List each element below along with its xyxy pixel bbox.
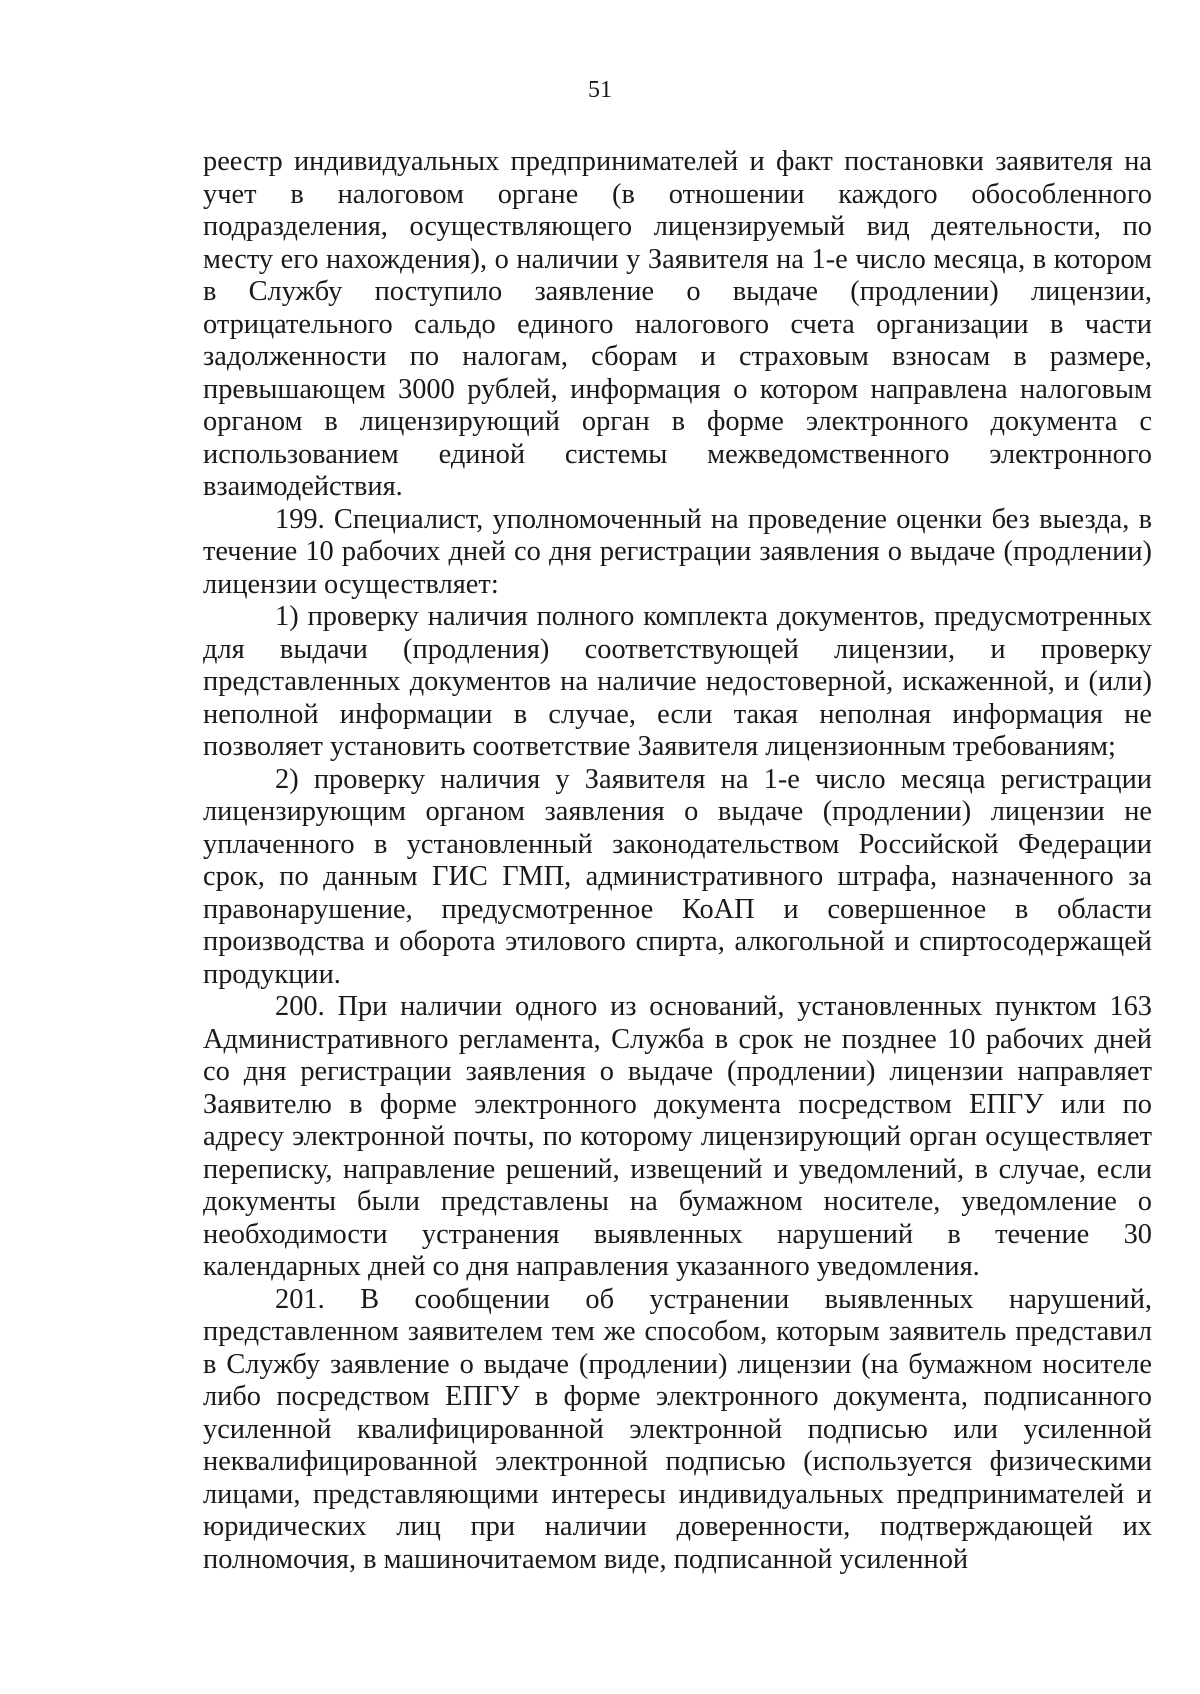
page-number: 51 (588, 77, 612, 103)
paragraph-199-item-2: 2) проверку наличия у Заявителя на 1-е число месяца регистрации лицензирующим органом заявления о выдаче (продлении) лицензии не уплаченного в установленный законодательством Российской Федерации срок, по данным ГИС ГМП, административного штрафа, назначенного за правонарушение, предусмотренное КоАП и совершенное в области производства и оборота этилового спирта, алкогольной и спиртосодержащей продукции. (203, 763, 1152, 990)
paragraph-199-item-1: 1) проверку наличия полного комплекта документов, предусмотренных для выдачи (продления) соответствующей лицензии, и проверку представленных документов на наличие недостоверной, искаженной, и (или) неполной информации в случае, если такая неполная информация не позволяет установить соответствие Заявителя лицензионным требованиям; (203, 601, 1152, 762)
document-body (203, 146, 1152, 1576)
paragraph-200: 200. При наличии одного из оснований, установленных пунктом 163 Административного регламента, Служба в срок не позднее 10 рабочих дней со дня регистрации заявления о выдаче (продлении) лицензии направляет Заявителю в форме электронного документа посредством ЕПГУ или по адресу электронной почты, по которому лицензирующий орган осуществляет переписку, направление решений, извещений и уведомлений, в случае, если документы были представлены на бумажном носителе, уведомление о необходимости устранения выявленных нарушений в течение 30 календарных дней со дня направления указанного уведомления. (203, 991, 1152, 1282)
paragraph-199: 199. Специалист, уполномоченный на проведение оценки без выезда, в течение 10 рабочих дней со дня регистрации заявления о выдаче (продлении) лицензии осуществляет: (203, 503, 1152, 600)
paragraph-201: 201. В сообщении об устранении выявленных нарушений, представленном заявителем тем же способом, которым заявитель представил в Службу заявление о выдаче (продлении) лицензии (на бумажном носителе либо посредством ЕПГУ в форме электронного документа, подписанного усиленной квалифицированной электронной подписью или усиленной неквалифицированной электронной подписью (используется физическими лицами, представляющими интересы индивидуальных предпринимателей и юридических лиц при наличии доверенности, подтверждающей их полномочия, в машиночитаемом виде, подписанной усиленной (203, 1283, 1152, 1575)
paragraph-continuation: реестр индивидуальных предпринимателей и факт постановки заявителя на учет в налоговом органе (в отношении каждого обособленного подразделения, осуществляющего лицензируемый вид деятельности, по месту его нахождения), о наличии у Заявителя на 1-е число месяца, в котором в Службу поступило заявление о выдаче (продлении) лицензии, отрицательного сальдо единого налогового счета организации в части задолженности по налогам, сборам и страховым взносам в размере, превышающем 3000 рублей, информация о котором направлена налоговым органом в лицензирующий орган в форме электронного документа с использованием единой системы межведомственного электронного взаимодействия. (203, 146, 1152, 502)
